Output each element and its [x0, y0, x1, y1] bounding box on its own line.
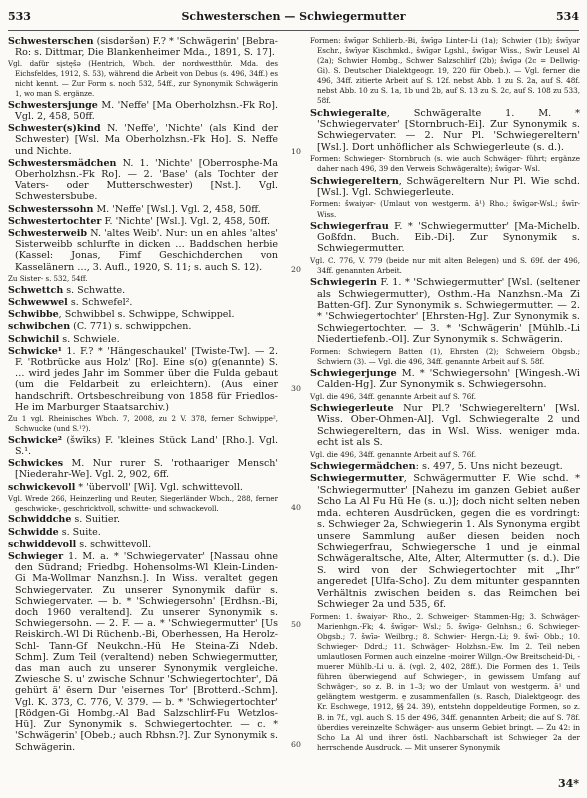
entry-text: 1. M. a. * 'Schwiegervater' [Nassau ohne den Südrand; Friedbg. Hohensolms-Wl Klein-Linden-Gi Ma-Wollmar Nanzhsn.]. In Wiss. veraltet gegen Schwiegervater. Zu unserer Synonymik dafür s. Schwiegervater. — b. * 'Schwiegersohn' [Erdhsn.-Bi, doch 1960 veraltend]. Zu unserer Synonymik s. Schwiegersohn. — 2. F. — a. * 'Schwiegermutter' [Us Reiskirch.-Wl Di Rüchenb.-Bi, Oberhessen, Ha Herolz-Schl- Tann-Gf Neukchn.-Hü He Steina-Zi Ndeb. Schm]. Zum Teil (veraltend) neben Schwiegermutter, das man auch zu unserer Synonymik vergleiche. Zwiesche S. u' zwische Schnur 'Schwiegertochter', Dā gehürt ä' ēsern Dur 'eisernes Tor' [Brotterd.-Schm]. Vgl. K. 373, C. 776, V. 379. — b. * 'Schwiegertochter' [Rödgen-Gi Hombg.-Al Bad Salzschlirf-Fu Wetzlos-Hü]. Zur Synonymik s. Schwiegertochter. — c. * 'Schwägerin' [Obeb.; auch Rbhsn.?]. Zur Synonymik s. Schwägerin. [15, 551, 278, 753]
headword: Schwiegerjunge [310, 367, 397, 379]
headword: Schwettch [8, 284, 64, 296]
dictionary-entry [8, 309, 278, 320]
entry-text: Formen: Schwiegern Batten (1), Ehrsten (2); Schweiern Obgsb.; Schwiern (3). — Vgl. die 496, 34ff. genannte Arbeit auf S. 58f. [310, 346, 580, 366]
entry-text: Formen: šwaiyər- (Umlaut von westgerm. ā¹) Rho.; šwīgər-Wsl.; šwīr- Wiss. [310, 199, 580, 219]
dictionary-entry [8, 527, 278, 538]
entry-text: Formen: 1. šwaiyər- Rho., 2. Schweiger- Stammen-Hg; 3. Schwäger- Marienhgn.-Fk; 4. šwīgər- Wsl.; 5. šwīgə- Gelnhsn.; 6. Schwieger- Obgsb.; 7. šwīə- Weilbrg.; 8. Schwier- Hergn.-Li; 9. šwī- Obb.; 10. Schwieger- Ddrd.; 11. Schwäger- Holzhsn.-Ew. Im 2. Teil neben umlautlosen Formen auch einzelne -moirer Willgn.-Ow Breitscheid-Di, -muerer Mühlb.-Li u. ä. (vgl. 2, 402, 28ff.). Die Formen des 1. Teils führen überwiegend auf Schwieger-, in gewissem Umfang auf Schwäger-, so z. B. in 1–3; wo der Umlaut von westgerm. ā¹ und gelängtem westgerm. ẹ zusammenfallen (s. Rasch, Dialektgeogr. des Kr. Eschwege, 1912, §§ 24. 39), entstehn doppeldeutige Formen, so z. B. in 7f., vgl. auch S. 15 der 496, 34ff. genannten Arbeit; die auf S. 78f. überdies vereinzelte Schwäger- aus unserm Gebiet bringt. — Zu 42: in Scho La Al und ihrer östl. Nachbarschaft ist Schwieger 2a der herrschende Ausdruck. — Mit unserer Synonymik [310, 611, 580, 752]
dictionary-entry [8, 321, 278, 332]
entry-text: Zu 1 vgl. Rheinisches Wbch. 7, 2008, zu 2 V. 378, ferner Schwippe², Schwucke (und S.¹?). [8, 413, 278, 433]
commentary-note [310, 36, 580, 107]
entry-text: Vgl. C. 776, V. 779 (beide nur mit alten Belegen) und S. 69f. der 496, 34ff. genannten Arbeit. [310, 255, 580, 276]
headword: Schwiegeralte [310, 107, 387, 119]
entry-text: N. 'Neffe', 'Nichte' (als Kind der Schwester) [Wsl. Ma Oberholzhsn.-Fk Ho]. S. Neffe und Nichte. [15, 123, 278, 157]
entry-text: F. 'Nichte' [Wsl.]. Vgl. 2, 458, 50ff. [101, 215, 271, 227]
headword: Schwieger [8, 551, 64, 563]
entry-text: (sisdəršən) F.? * 'Schwägerin' [Bebra-Ro: s. Dittmar, Die Blankenheimer Mda., 1891, S. 17]. [15, 36, 278, 59]
page-number-left: 533 [8, 10, 31, 23]
entry-text: , Schwibbel s. Schwippe, Schwippel. [58, 309, 235, 321]
dictionary-entry [8, 297, 278, 308]
commentary-note [8, 59, 278, 98]
running-title: Schwesterschen — Schwiegermutter [181, 10, 406, 23]
signature-mark: 34* [557, 777, 579, 790]
line-number: 30 [291, 384, 301, 393]
header-rule [8, 30, 579, 31]
entry-text: Vgl. die 496, 34ff. genannte Arbeit auf S. 76f. [310, 449, 477, 459]
entry-text: , Schwägereltern Nur Pl. Wie schd. [Wsl.]. Vgl. Schwiegerleute. [317, 175, 580, 198]
dictionary-entry [310, 368, 580, 391]
dictionary-entry [8, 100, 278, 122]
headword: Schwichil [8, 333, 60, 345]
left-column [8, 36, 278, 754]
dictionary-entry [310, 176, 580, 199]
headword: schwickevoll [8, 481, 76, 493]
entry-text: Zu Sister- s. 532, 54ff. [8, 273, 88, 283]
dictionary-entry [8, 204, 278, 215]
dictionary-entry [8, 216, 278, 227]
dictionary-entry [310, 403, 580, 449]
headword: Schwidde [8, 526, 59, 538]
headword: Schwiegereltern [310, 175, 399, 187]
commentary-note [310, 199, 580, 219]
commentary-note [310, 612, 580, 753]
headword: Schwestersmädchen [8, 157, 117, 169]
line-number: 60 [291, 740, 301, 749]
headword: Schwickes [8, 458, 64, 470]
commentary-note [310, 392, 580, 402]
headword: Schwesterschen [8, 36, 94, 47]
dictionary-entry [8, 123, 278, 157]
dictionary-entry [8, 482, 278, 493]
headword: Schwicke² [8, 434, 62, 446]
page-header [8, 10, 579, 26]
entry-text: M. * 'Schwiegersohn' [Wingesh.-Wi Calden-Hg]. Zur Synonymik s. Schwiegersohn. [317, 367, 580, 391]
dictionary-entry [310, 461, 580, 472]
dictionary-entry [8, 285, 278, 296]
headword: Schwewwel [8, 296, 68, 308]
headword: Schwiegermädchen [310, 460, 416, 472]
page-number-right: 534 [556, 10, 579, 23]
entry-text: Vgl. Wrede 266, Heinzerling und Reuter, Siegerländer Wbch., 288, ferner geschwicke-, geschricktvoll, schwitte- und schwackevoll. [8, 493, 278, 513]
entry-text: Vgl. dafür sįstęšə (Hentrich, Wbch. der nordwestthür. Mda. des Eichsfeldes, 1912, S. 53), während die Arbeit von Debus (s. 496, 34ff.) es nicht kennt. — Zur Form s. noch 532, 54ff., zur Synonymik Schwägerin 1, wo man S. ergänze. [8, 59, 278, 98]
line-number: 40 [291, 503, 301, 512]
entry-text: F. * 'Schwiegermutter' [Ma-Michelb. Goßfdn. Buch. Eib.-Di]. Zur Synonymik s. Schwiegermutter. [317, 220, 580, 255]
commentary-note [8, 274, 278, 284]
dictionary-entry [8, 36, 278, 58]
entry-text: M. 'Neffe' [Wsl.]. Vgl. 2, 458, 50ff. [93, 203, 261, 215]
dictionary-entry [8, 228, 278, 273]
entry-text: s. Schwefel². [67, 296, 133, 308]
dictionary-entry [8, 551, 278, 753]
entry-text: * 'übervoll' [Wi]. Vgl. schwittevoll. [75, 481, 243, 493]
entry-text: s. Suitier. [71, 514, 120, 526]
entry-text: Formen: Schwieger- Stornbruch (s. wie auch Schwäger- führt; ergänze daher nach 496, 39 den Verweis Schwägeralte); šwīgər- Wsl. [310, 154, 580, 174]
headword: Schwiegermutter [310, 473, 404, 485]
headword: Schwiegerleute [310, 402, 394, 414]
line-number: 20 [291, 265, 301, 274]
commentary-note [310, 256, 580, 276]
headword: Schwiegerin [310, 277, 377, 289]
headword: schwiddevoll [8, 538, 77, 550]
dictionary-entry [8, 514, 278, 525]
headword: Schwibbe [8, 309, 59, 321]
dictionary-entry [8, 334, 278, 345]
commentary-note [8, 414, 278, 434]
entry-text: Nur Pl.? 'Schwiegereltern' [Wsl. Wiss. Ober-Ohmen-Al]. Vgl. Schwiegeralte 2 und Schwiegereltern, das in Wsl. Wiss. weniger mda. echt ist als S. [317, 402, 580, 449]
headword: Schwester(s)kind [8, 123, 101, 135]
headword: schwibchen [8, 321, 71, 333]
line-number: 50 [291, 620, 301, 629]
entry-text: Vgl. die 496, 34ff. genannte Arbeit auf S. 76f. [310, 391, 477, 401]
entry-text: (C. 771) s. schwippchen. [70, 321, 192, 333]
entry-text: M. 'Neffe' [Ma Oberholzhsn.-Fk Ro]. Vgl. 2, 458, 50ff. [15, 99, 278, 123]
dictionary-entry [310, 221, 580, 255]
commentary-note [310, 347, 580, 367]
dictionary-entry [8, 435, 278, 457]
entry-text: s. schwittevoll. [76, 538, 152, 550]
dictionary-entry [8, 158, 278, 203]
dictionary-entry [8, 346, 278, 413]
entry-text: s. Suite. [58, 526, 101, 538]
entry-text: s. Schwiele. [59, 333, 120, 345]
right-column [310, 36, 580, 754]
dictionary-entry [8, 458, 278, 480]
headword: Schwestersjunge [8, 99, 98, 111]
headword: Schwesterssohn [8, 203, 94, 215]
dictionary-entry [310, 473, 580, 610]
entry-text: M. Nur rurer S. 'rothaariger Mensch' [Niederahr-We]. Vgl. 2, 902, 6ff. [15, 458, 278, 481]
entry-text: N. 'altes Weib'. Nur: un en ahles 'altes' Sisterweibb schlurfte in dicken … Baddschen herbie (Kassel: Jonas, Fimf Geschichderchen von Kasselänern …, 3. Aufl., 1920, S. 11; s. auch S. 12). [15, 228, 278, 273]
headword: Schwesterweib [8, 228, 88, 240]
dictionary-entry [8, 539, 278, 550]
entry-text: (šwīks) F. 'kleines Stück Land' [Rho.]. Vgl. S.¹. [15, 434, 278, 457]
entry-text: , Schwägermutter F. Wie schd. * 'Schwiegermutter' [Nahezu im ganzen Gebiet außer Scho La Al Fu Hü He (s. u.)]; doch nicht selten neben mda. echteren Ausdrücken, gegen die es vordringt: s. Schwieger 2a, Schwiegerin 1. Als Synonyma ergibt unsere Sammlung außer diesen beiden noch Schwiegerfrau, Schwiegersche 1 und je einmal Schwägeraltsche, Alte, Alter, Altermutter (s. d.). Die S. wird von der Schwiegertochter mit „Ihr“ angeredet [Ulfa-Scho]. Zu dem mitunter gespannten Verhältnis zwischen beiden s. das Reimchen bei Schwieger 2a und 535, 6f. [317, 473, 580, 611]
entry-text: F. 1. * 'Schwiegermutter' [Wsl. (seltener als Schwiegermutter), Osthm.-Ha Nanzhsn.-Ma Zi Batten-Gf]. Zur Synonymik s. Schwiegermutter. — 2. * 'Schwiegertochter' [Ehrsten-Hg]. Zur Synonymik s. Schwiegertochter. — 3. * 'Schwägerin' [Mühlb.-Li Niedertiefenb.-Ol]. Zur Synonymik s. Schwägerin. [317, 277, 580, 346]
commentary-note [310, 154, 580, 174]
dictionary-entry [310, 108, 580, 154]
entry-text: 1. F.? * 'Hängeschaukel' [Twiste-Tw]. — 2. F. 'Rotbrücke aus Holz' [Ro]. Eine s(o) g(enannte) S. … wird jedes Jahr im Sommer über die Fulda gebaut (um die Feldarbeit zu erleichtern). (Aus einer handschrift. Ortsbeschreibung von 1858 für Friedlos-He im Marburger Staatsarchiv.) [15, 345, 278, 413]
line-number: 10 [291, 147, 301, 156]
entry-text: s. Schwatte. [63, 284, 126, 296]
entry-text: : s. 497, 5. Uns nicht bezeugt. [415, 460, 563, 472]
headword: Schwicke¹ [8, 345, 62, 357]
dictionary-entry [310, 277, 580, 346]
headword: Schwestertochter [8, 215, 102, 227]
commentary-note [8, 494, 278, 514]
entry-text: Formen: šwīgər Schlierb.-Bi, šwīgə Linter-Li (1a); Schwier (1b); šwīyər Eschr., šwīyər Kischmkd., šwīgər Lgshl., šwīgər Wiss., Swīr Leusel Al (2a); Schwier Hombg., Schwer Salzschlirf (2b); šwīgə (2c = Dellwig-Gi). S. Deutscher Dialektgeogr. 19, 220 für Obeb.). — Vgl. ferner die 496, 34ff. zitierte Arbeit auf S. 12f. nebst Abb. 1 zu S. 2a, auf S. 48f. nebst Abb. 10 zu S. 1a, 1b und 2b, auf S. 13 zu S. 2c, auf S. 108 zu 533, 58f. [310, 36, 580, 106]
entry-text: , Schwägeralte 1. M. * 'Schwiegervater' [Stornbruch-Ei]. Zur Synonymik s. Schwiegervater. — 2. Nur Pl. 'Schwiegereltern' [Wsl.]. Dort unhöflicher als Schwiegerleute (s. d.). [317, 107, 580, 153]
commentary-note [310, 450, 580, 460]
entry-text: N. 1. 'Nichte' [Oberrosphe-Ma Oberholzhsn.-Fk Ro]. — 2. 'Base' (als Tochter der Vaters- oder Mutterschwester) [Nst.]. Vgl. Schwestersbube. [15, 157, 278, 203]
headword: Schwiegerfrau [310, 220, 389, 232]
headword: Schwiddche [8, 514, 72, 526]
